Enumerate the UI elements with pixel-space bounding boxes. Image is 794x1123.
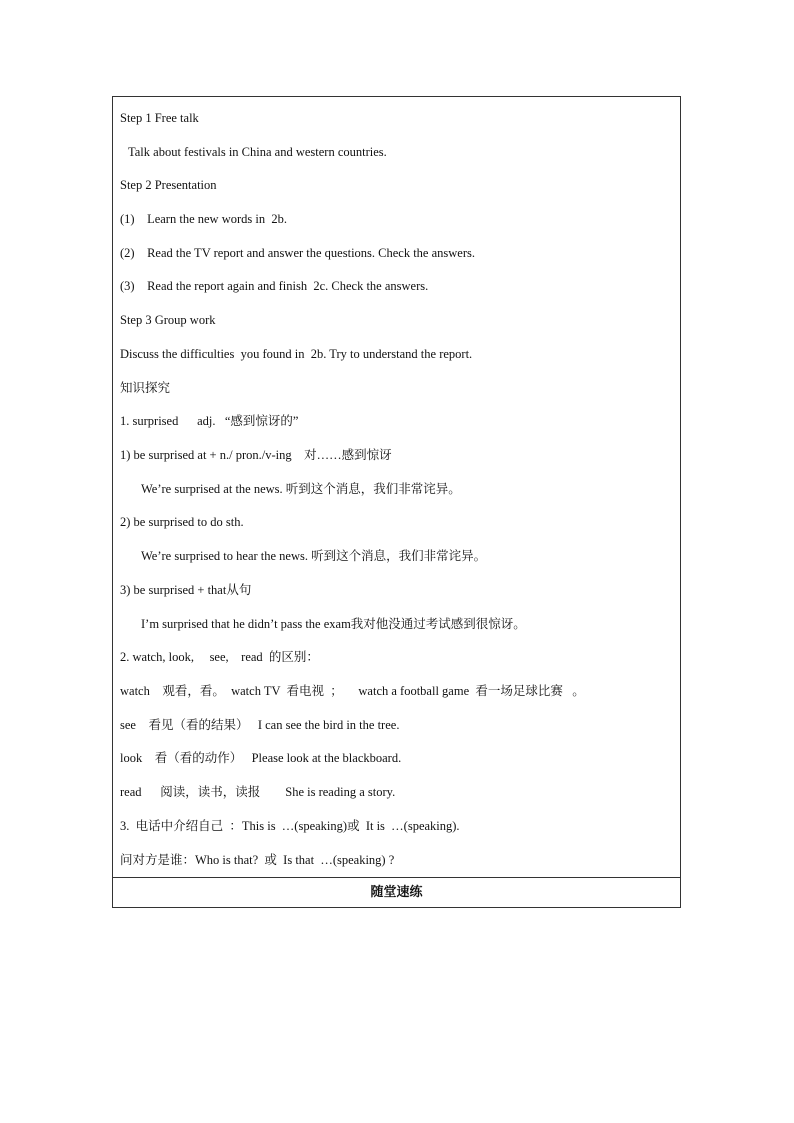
step3-heading: Step 3 Group work xyxy=(120,313,216,327)
knowledge-heading: 知识探究 xyxy=(120,381,171,395)
step2-heading: Step 2 Presentation xyxy=(120,178,217,192)
point-1-title: 1. surprised adj. “感到惊讶的” xyxy=(120,414,299,428)
step3-text: Discuss the difficulties you found in 2b. Try to understand the report. xyxy=(120,347,473,361)
point-2-see: see 看见（看的结果） I can see the bird in the tree. xyxy=(120,718,400,732)
point-2-watch: watch 观看，看。 watch TV 看电视 ； watch a football game 看一场足球比赛 。 xyxy=(120,684,585,698)
point-1-usage-2: 2) be surprised to do sth. xyxy=(120,515,244,529)
point-2-read: read 阅读，读书，读报 She is reading a story. xyxy=(120,785,396,799)
point-1-usage-1: 1) be surprised at + n./ pron./v-ing 对……感到惊讶 xyxy=(120,448,392,462)
point-2-title: 2. watch, look, see, read 的区别： xyxy=(120,650,319,664)
point-1-example-3: I’m surprised that he didn’t pass the exam我对他没通过考试感到很惊讶。 xyxy=(141,617,526,631)
point-1-usage-3: 3) be surprised + that从句 xyxy=(120,583,252,597)
point-1-example-1: We’re surprised at the news. 听到这个消息，我们非常诧异。 xyxy=(141,482,461,496)
point-3-ask: 问对方是谁：Who is that? 或 Is that …(speaking) ? xyxy=(120,853,395,867)
step2-item-2: (2) Read the TV report and answer the questions. Check the answers. xyxy=(120,246,475,260)
step2-item-1: (1) Learn the new words in 2b. xyxy=(120,212,287,226)
lesson-content-cell xyxy=(113,97,680,878)
step1-text: Talk about festivals in China and western countries. xyxy=(128,145,387,159)
practice-section-title: 随堂速练 xyxy=(370,885,423,900)
step1-heading: Step 1 Free talk xyxy=(120,111,199,125)
step2-item-3: (3) Read the report again and finish 2c. Check the answers. xyxy=(120,279,429,293)
point-2-look: look 看（看的动作） Please look at the blackboard. xyxy=(120,751,402,765)
point-3-title: 3. 电话中介绍自己 ：This is …(speaking)或 It is …(speaking). xyxy=(120,819,460,833)
lesson-table xyxy=(112,96,681,908)
point-1-example-2: We’re surprised to hear the news. 听到这个消息，我们非常诧异。 xyxy=(141,549,487,563)
